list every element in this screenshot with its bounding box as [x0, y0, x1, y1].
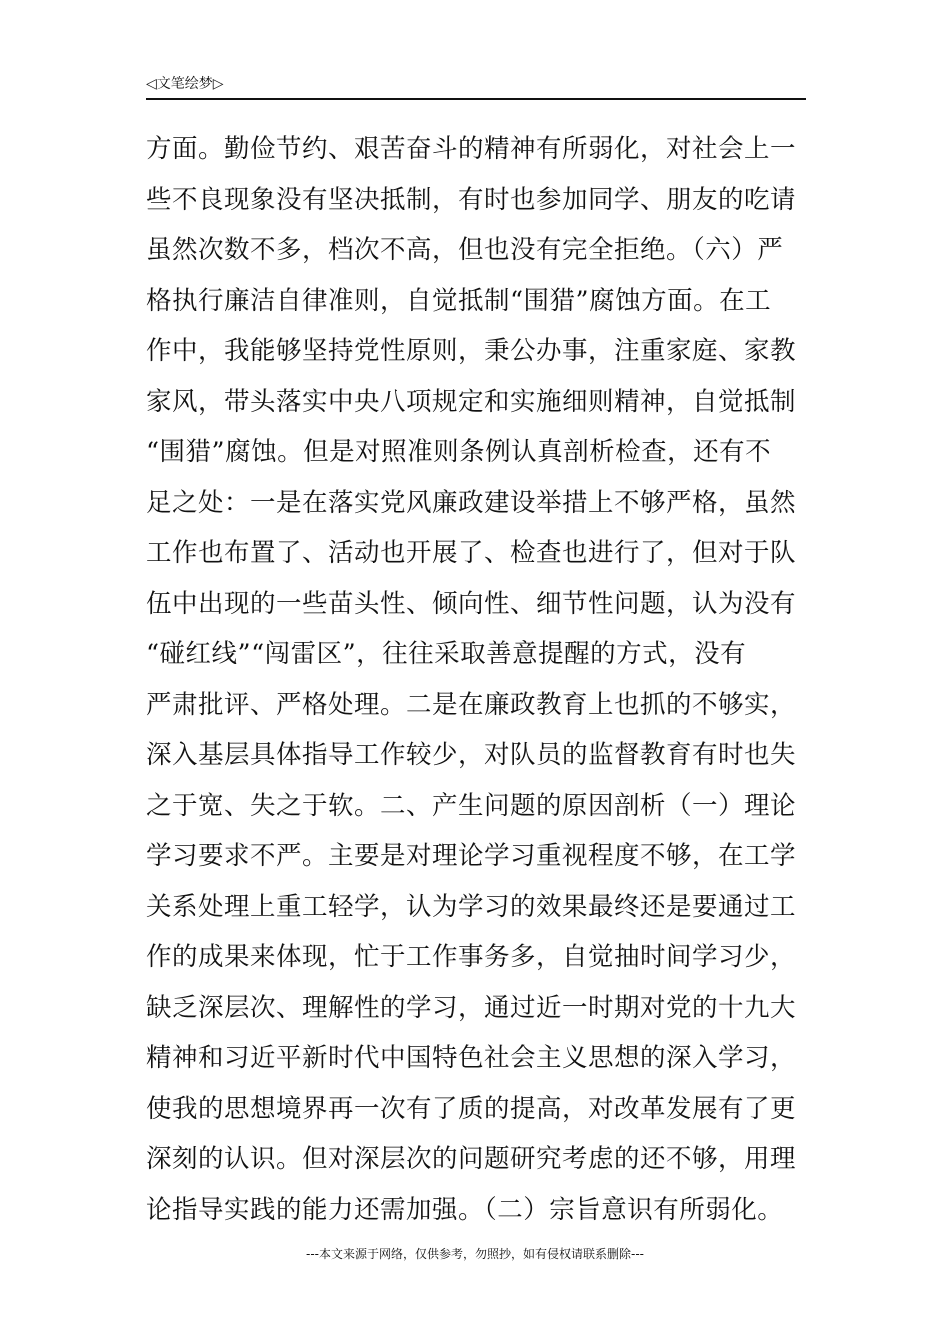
body-line: “碰红线”“闯雷区”，往往采取善意提醒的方式，没有 — [146, 639, 747, 669]
body-line: 虽然次数不多，档次不高，但也没有完全拒绝。（六）严 — [146, 235, 784, 265]
body-line: 方面。勤俭节约、艰苦奋斗的精神有所弱化，对社会上一 — [146, 134, 797, 164]
header-title: ◁文笔绘梦▷ — [146, 76, 224, 92]
body-line: 伍中出现的一些苗头性、倾向性、细节性问题，认为没有 — [146, 588, 797, 619]
body-line: 足之处：一是在落实党风廉政建设举措上不够严格，虽然 — [146, 487, 797, 518]
body-line: 严肃批评、严格处理。二是在廉政教育上也抓的不够实， — [146, 689, 797, 720]
body-line: 深刻的认识。但对深层次的问题研究考虑的还不够，用理 — [146, 1144, 797, 1174]
body-line: 作中，我能够坚持党性原则，秉公办事，注重家庭、家教 — [146, 336, 797, 366]
body-line: 缺乏深层次、理解性的学习，通过近一时期对党的十九大 — [146, 992, 797, 1023]
body-line: “围猎”腐蚀。但是对照准则条例认真剖析检查，还有不 — [146, 437, 772, 467]
body-line: 工作也布置了、活动也开展了、检查也进行了，但对于队 — [146, 538, 797, 568]
body-line: 使我的思想境界再一次有了质的提高，对改革发展有了更 — [146, 1093, 797, 1124]
body-line: 精神和习近平新时代中国特色社会主义思想的深入学习， — [146, 1043, 797, 1073]
body-line: 深入基层具体指导工作较少，对队员的监督教育有时也失 — [146, 740, 797, 770]
body-line: 家风，带头落实中央八项规定和实施细则精神，自觉抵制 — [146, 386, 797, 417]
body-line: 些不良现象没有坚决抵制，有时也参加同学、朋友的吃请 — [146, 184, 797, 215]
body-line: 关系处理上重工轻学，认为学习的效果最终还是要通过工 — [146, 891, 797, 922]
document-body — [146, 124, 812, 1235]
body-line: 学习要求不严。主要是对理论学习重视程度不够，在工学 — [146, 841, 797, 871]
page-footer: ---本文来源于网络，仅供参考，勿照抄，如有侵权请联系删除--- — [306, 1247, 644, 1261]
body-line: 论指导实践的能力还需加强。（二）宗旨意识有所弱化。 — [146, 1194, 784, 1225]
body-line: 之于宽、失之于软。二、产生问题的原因剖析（一）理论 — [146, 790, 797, 821]
page-header — [146, 72, 806, 100]
body-line: 格执行廉洁自律准则，自觉抵制“围猎”腐蚀方面。在工 — [146, 285, 772, 316]
body-line: 作的成果来体现，忙于工作事务多，自觉抽时间学习少， — [146, 942, 797, 972]
